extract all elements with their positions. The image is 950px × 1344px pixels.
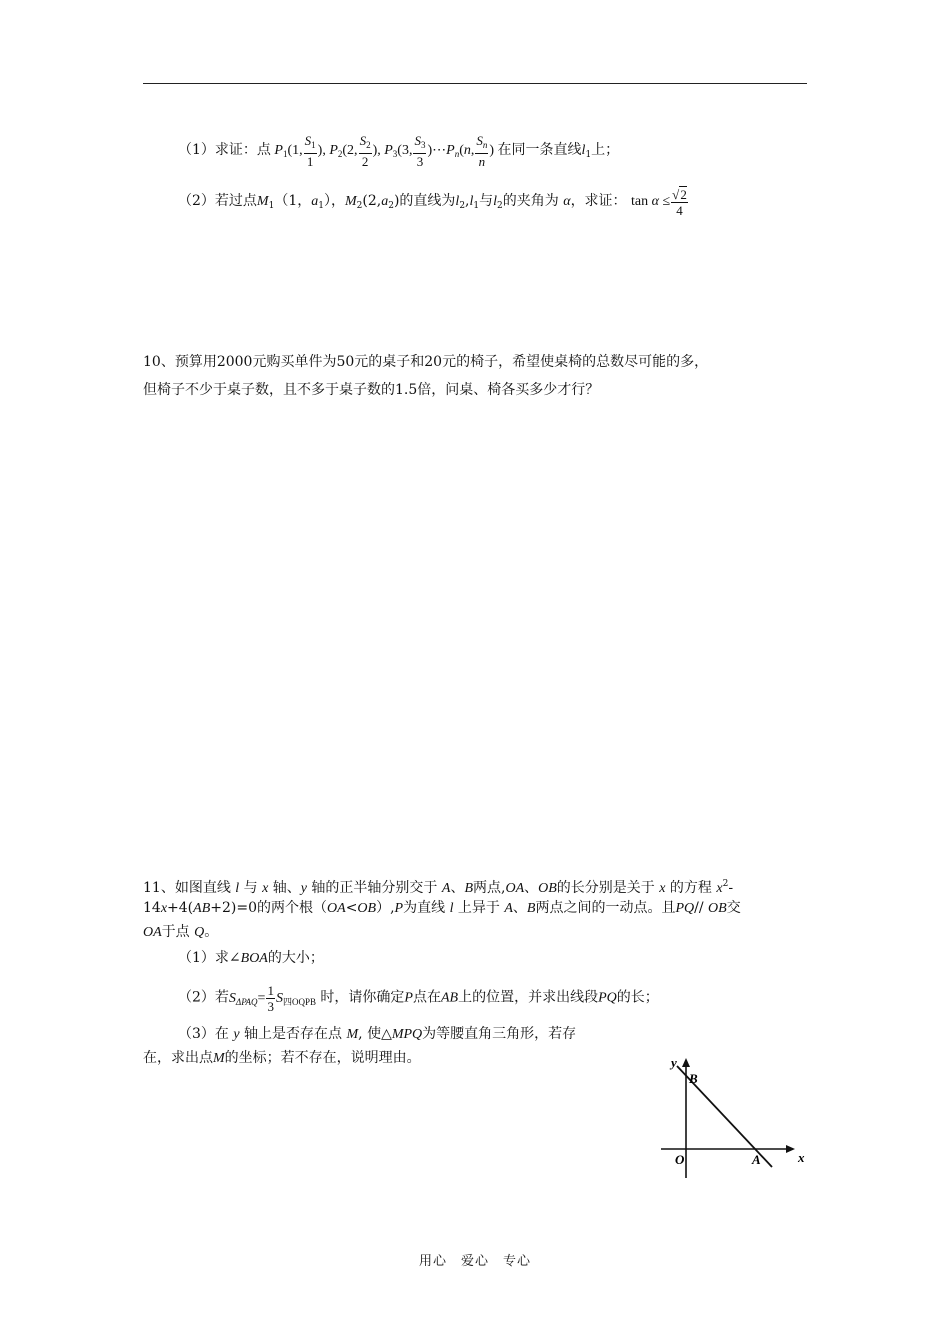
label-x: x xyxy=(798,1150,805,1165)
header-rule xyxy=(143,83,807,84)
label-O: O xyxy=(675,1152,685,1167)
q11-part3: （3）在 y 轴上是否存在点 M, 使△MPQ为等腰直角三角形，若存 xyxy=(178,1026,577,1042)
tan-inequality: tan α ≤ $\frac{√2}{4}$ xyxy=(631,187,687,218)
q11-line1: 11、如图直线 l 与 x 轴、y 轴的正半轴分别交于 A、B两点,OA、OB的长分别是关于 x 的方程 $x^2-$ xyxy=(143,879,734,896)
page-footer: 用心 爱心 专心 xyxy=(418,1254,531,1269)
label-A: A xyxy=(752,1152,761,1167)
q9-part1: （1）求证：点 $P_1(1$, $\frac{S_1}{1}$ ), $P_2(2$, $\frac{S_2}{2}$ ), $P_3(3$, $\frac{S_3}{3}$ )$\cdots P_n(n$, $\frac{S_n}{n}$ ) 在同一条直线$l_1$上； xyxy=(178,133,620,169)
coordinate-figure xyxy=(655,1050,815,1185)
q11-part1: （1）求∠BOA的大小； xyxy=(178,950,324,966)
q11-part2: （2）若$S_{\Delta PAQ}=$ $\frac{1}{3}$ $S_{四OQPB}$ 时，请你确定P点在AB上的位置，并求出线段PQ的长； xyxy=(178,983,659,1014)
x-axis-arrow xyxy=(786,1145,795,1153)
q11-line2: 14x+4(AB+2)=0的两个根（OA<OB）,P为直线 l 上异于 A、B两点之间的一动点。且PQ// OB交 xyxy=(143,900,741,916)
y-axis-arrow xyxy=(682,1058,690,1067)
q9-part2: （2）若过点$M_1(1$，$a_1$），$M_2(2,a_2)$的直线为$l_2,l_1$与$l_2$的夹角为 α，求证： tan α ≤ $\frac{√2}{4}$ xyxy=(178,187,687,218)
q10-line1: 10、预算用2000元购买单件为50元的桌子和20元的椅子，希望使桌椅的总数尽可能的多， xyxy=(143,354,709,370)
label-B: B xyxy=(689,1071,698,1086)
q11-part3-cont: 在，求出点M的坐标；若不存在，说明理由。 xyxy=(143,1050,421,1066)
label-y: y xyxy=(671,1055,677,1070)
q11-line3: OA于点 Q。 xyxy=(143,924,219,940)
q10-line2: 但椅子不少于桌子数，且不多于桌子数的1.5倍，问桌、椅各买多少才行？ xyxy=(143,382,600,398)
